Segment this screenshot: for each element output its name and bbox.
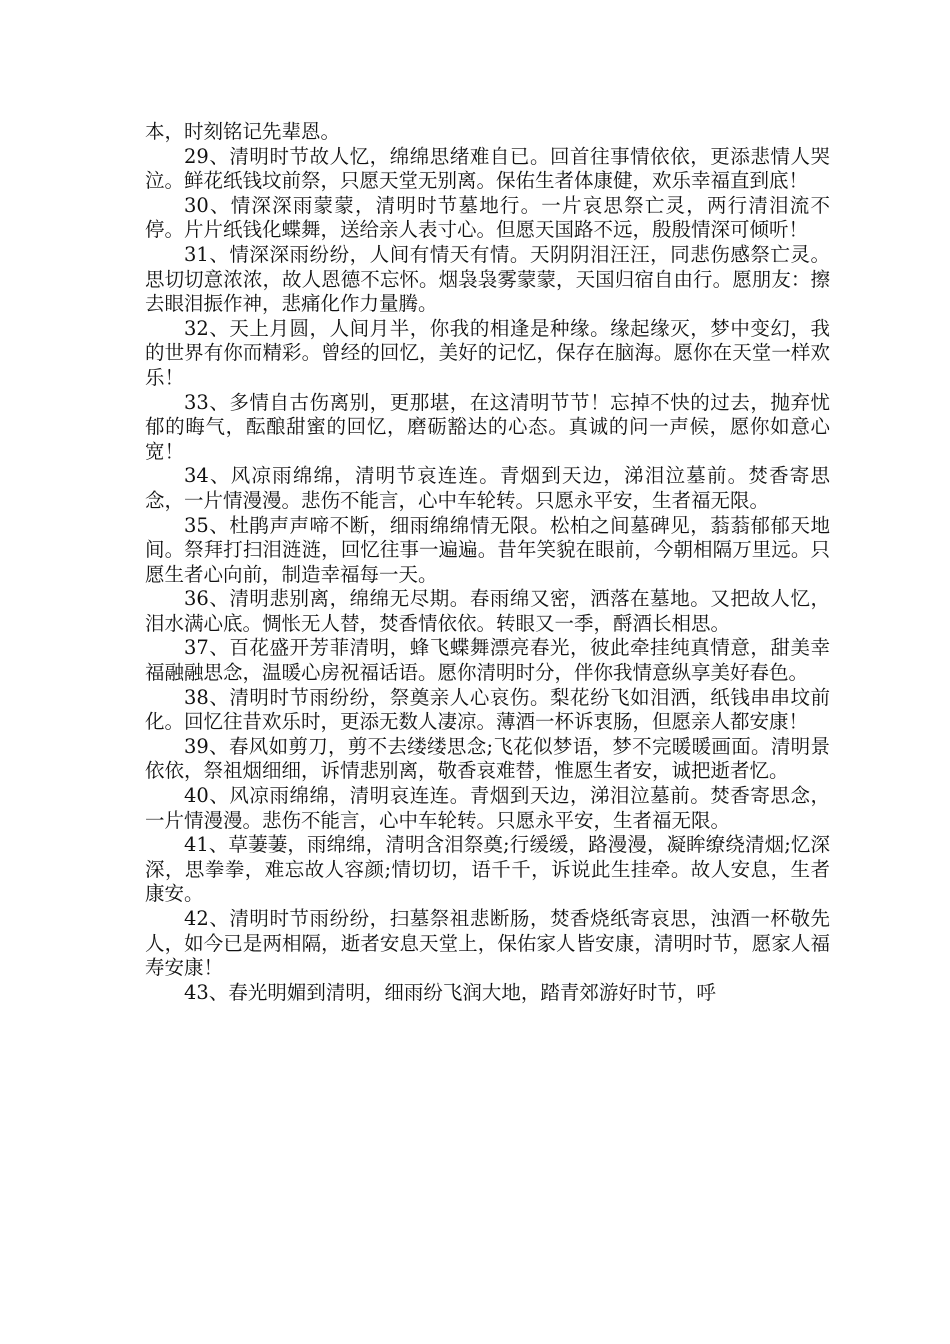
paragraph-36: 36、清明悲别离，绵绵无尽期。春雨绵又密，洒落在墓地。又把故人忆，泪水满心底。惆怅无人替，焚香情依依。转眼又一季，酹酒长相思。: [145, 587, 830, 635]
document-body: [145, 120, 830, 1005]
paragraph-29: 29、清明时节故人忆，绵绵思绪难自已。回首往事情依依，更添悲情人哭泣。鲜花纸钱坟前祭，只愿天堂无别离。保佑生者体康健，欢乐幸福直到底！: [145, 144, 830, 193]
paragraph-30: 30、情深深雨蒙蒙，清明时节墓地行。一片哀思祭亡灵，两行清泪流不停。片片纸钱化蝶舞，送给亲人表寸心。但愿天国路不远，殷殷情深可倾听！: [145, 193, 830, 242]
paragraph-32: 32、天上月圆，人间月半，你我的相逢是种缘。缘起缘灭，梦中变幻，我的世界有你而精彩。曾经的回忆，美好的记忆，保存在脑海。愿你在天堂一样欢乐！: [145, 316, 830, 389]
paragraph-37: 37、百花盛开芳菲清明，蜂飞蝶舞漂亮春光，彼此牵挂纯真情意，甜美幸福融融思念，温暖心房祝福话语。愿你清明时分，伴你我情意纵享美好春色。: [145, 636, 830, 685]
paragraph-39: 39、春风如剪刀，剪不去缕缕思念;飞花似梦语，梦不完暖暖画面。清明景依依，祭祖烟细细，诉情悲别离，敬香哀难替，惟愿生者安，诚把逝者忆。: [145, 734, 830, 783]
paragraph-34: 34、风凉雨绵绵，清明节哀连连。青烟到天边，涕泪泣墓前。焚香寄思念，一片情漫漫。悲伤不能言，心中车轮转。只愿永平安，生者福无限。: [145, 464, 830, 512]
paragraph-continuation: 本，时刻铭记先辈恩。: [145, 120, 341, 143]
paragraph-40: 40、风凉雨绵绵，清明哀连连。青烟到天边，涕泪泣墓前。焚香寄思念，一片情漫漫。悲伤不能言，心中车轮转。只愿永平安，生者福无限。: [145, 784, 830, 832]
paragraph-38: 38、清明时节雨纷纷，祭奠亲人心哀伤。梨花纷飞如泪洒，纸钱串串坟前化。回忆往昔欢乐时，更添无数人凄凉。薄酒一杯诉衷肠，但愿亲人都安康！: [145, 685, 830, 734]
paragraph-33: 33、多情自古伤离别，更那堪，在这清明节节！忘掉不快的过去，抛弃忧郁的晦气，酝酿甜蜜的回忆，磨砺豁达的心态。真诚的问一声候，愿你如意心宽！: [145, 390, 830, 463]
paragraph-41: 41、草萋萋，雨绵绵，清明含泪祭奠;行缓缓，路漫漫，凝眸缭绕清烟;忆深深，思拳拳，难忘故人容颜;情切切，语千千，诉说此生挂牵。故人安息，生者康安。: [145, 833, 830, 906]
paragraph-43: 43、春光明媚到清明，细雨纷飞润大地，踏青郊游好时节，呼: [184, 980, 716, 1004]
paragraph-42: 42、清明时节雨纷纷，扫墓祭祖悲断肠，焚香烧纸寄哀思，浊酒一杯敬先人，如今已是两相隔，逝者安息天堂上，保佑家人皆安康，清明时节，愿家人福寿安康！: [145, 907, 830, 980]
paragraph-35: 35、杜鹃声声啼不断，细雨绵绵情无限。松柏之间墓碑见，蓊蓊郁郁天地间。祭拜打扫泪涟涟，回忆往事一遍遍。昔年笑貌在眼前，今朝相隔万里远。只愿生者心向前，制造幸福每一天。: [145, 513, 830, 586]
paragraph-31: 31、情深深雨纷纷，人间有情天有情。天阴阴泪汪汪，同悲伤感祭亡灵。思切切意浓浓，故人恩德不忘怀。烟袅袅雾蒙蒙，天国归宿自由行。愿朋友：擦去眼泪振作神，悲痛化作力量腾。: [145, 242, 830, 316]
